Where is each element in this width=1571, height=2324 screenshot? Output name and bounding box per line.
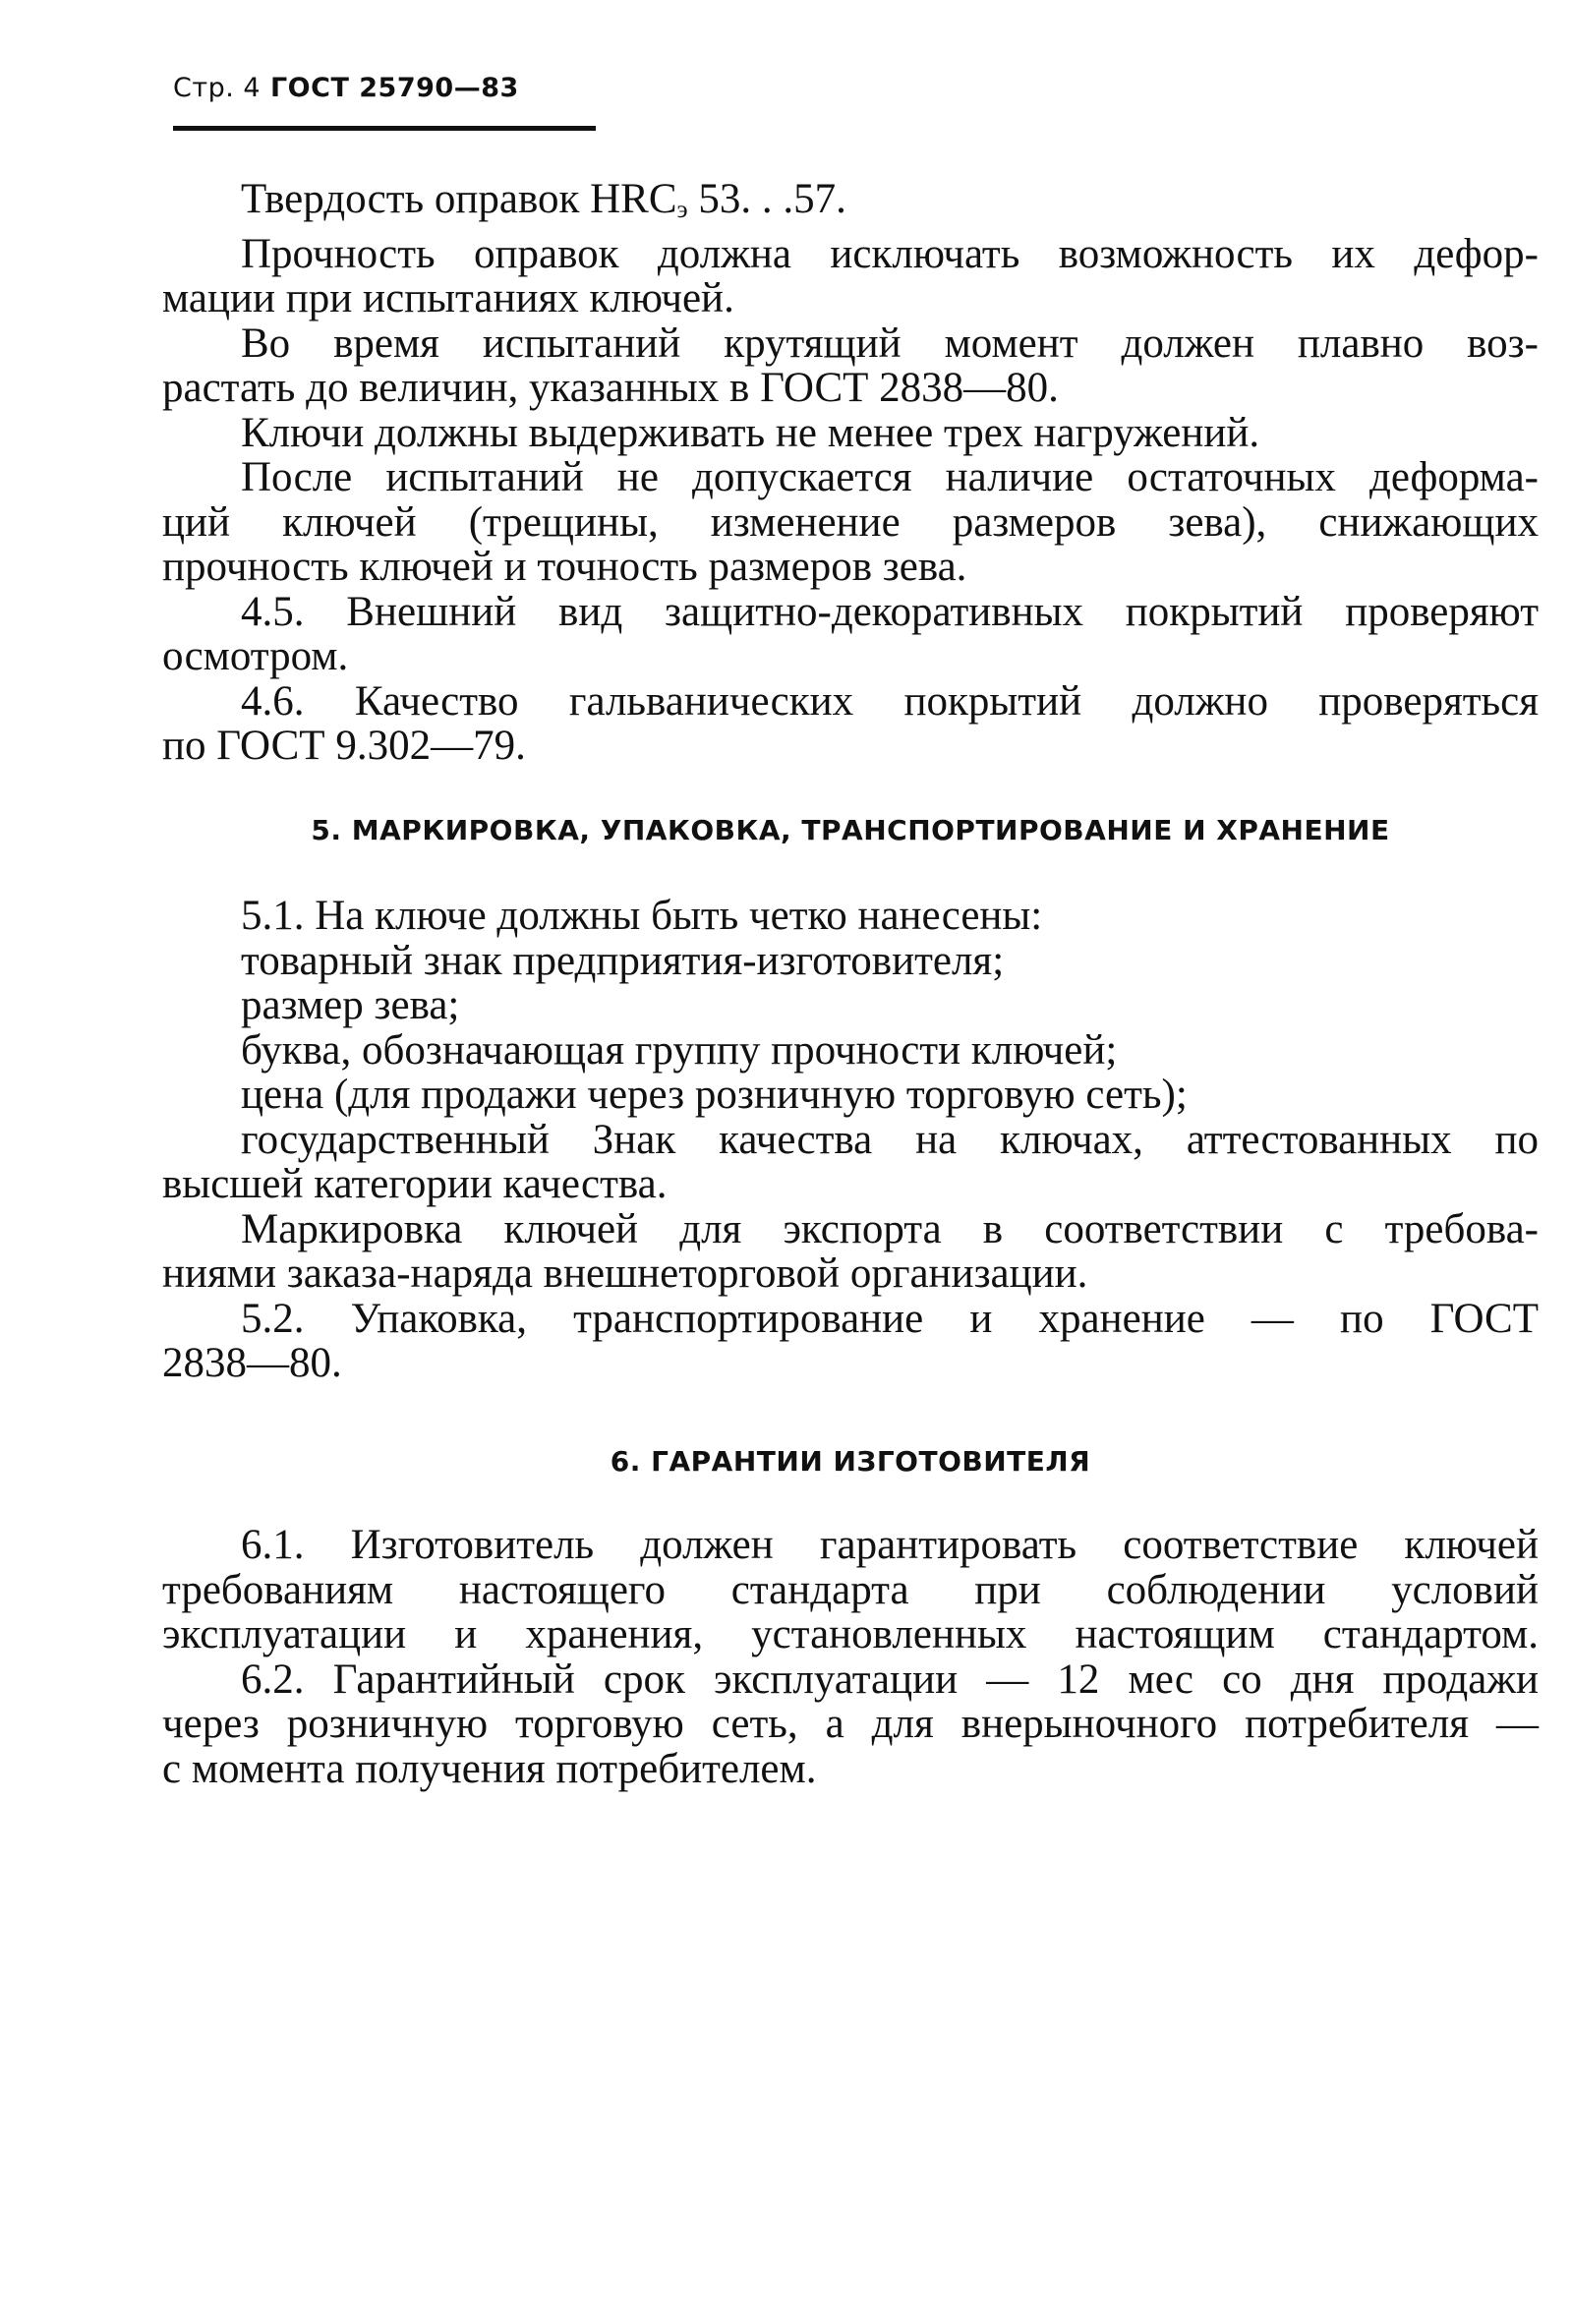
export-line-1: Маркировка ключей для экспорта в соответствии с требова- — [241, 1205, 1539, 1252]
loads-line: Ключи должны выдерживать не менее трех нагружений. — [241, 409, 1260, 456]
clause-4-6-line-1: 4.6. Качество гальванических покрытий должно проверяться — [241, 677, 1539, 725]
clause-4-5-line-1: 4.5. Внешний вид защитно-декоративных покрытий проверяют — [241, 588, 1539, 635]
hardness-text: Твердость оправок HRC — [241, 176, 677, 222]
marking-item-letter: буква, обозначающая группу прочности ключей; — [241, 1026, 1118, 1074]
marking-item-quality-line-1: государственный Знак качества на ключах, аттестованных по — [241, 1116, 1539, 1163]
hardness-line — [162, 177, 1539, 232]
hardness-subscript: э — [676, 195, 688, 224]
clause-5-1-line: 5.1. На ключе должны быть четко нанесены: — [241, 893, 1043, 940]
marking-item-size: размер зева; — [241, 982, 460, 1029]
clause-5-2-line-1: 5.2. Упаковка, транспортирование и хранение — по ГОСТ — [241, 1295, 1539, 1342]
hardness-value: 53. . .57. — [687, 176, 846, 222]
clause-5-2-line-2: 2838—80. — [162, 1340, 342, 1387]
after-tests-line-3: прочность ключей и точность размеров зева. — [162, 544, 967, 591]
page-number: Стр. 4 — [173, 73, 262, 103]
clause-6-2-line-1: 6.2. Гарантийный срок эксплуатации — 12 мес со дня продажи — [241, 1656, 1539, 1703]
strength-line-1: Прочность оправок должна исключать возможность их дефор- — [241, 230, 1539, 277]
marking-item-quality-line-2: высшей категории качества. — [162, 1161, 668, 1208]
marking-item-price: цена (для продажи через розничную торговую сеть); — [241, 1072, 1188, 1119]
marking-item-trademark: товарный знак предприятия-изготовителя; — [241, 937, 1005, 984]
section-6-heading: 6. ГАРАНТИИ ИЗГОТОВИТЕЛЯ — [610, 1444, 1091, 1478]
after-tests-line-1: После испытаний не допускается наличие остаточных деформа- — [241, 454, 1539, 501]
page-header — [173, 73, 519, 103]
torque-line-2: растать до величин, указанных в ГОСТ 2838—80. — [162, 365, 1059, 412]
clause-4-5-line-2: осмотром. — [162, 633, 349, 680]
clause-6-1-line-2: требованиям настоящего стандарта при соблюдении условий — [162, 1566, 1539, 1613]
clause-6-1-line-3: эксплуатации и хранения, установленных настоящим стандартом. — [162, 1611, 1539, 1658]
export-line-2: ниями заказа-наряда внешнеторговой организации. — [162, 1250, 1088, 1298]
torque-line-1: Во время испытаний крутящий момент должен плавно воз- — [241, 320, 1539, 367]
strength-line-2: мации при испытаниях ключей. — [162, 275, 734, 322]
clause-6-2-line-2: через розничную торговую сеть, а для внерыночного потребителя — — [162, 1701, 1539, 1748]
clause-6-1-line-1: 6.1. Изготовитель должен гарантировать соответствие ключей — [241, 1522, 1539, 1569]
clause-6-2-line-3: с момента получения потребителем. — [162, 1745, 817, 1792]
clause-4-6-line-2: по ГОСТ 9.302—79. — [162, 723, 526, 770]
section-5-heading: 5. МАРКИРОВКА, УПАКОВКА, ТРАНСПОРТИРОВАНИЕ И ХРАНЕНИЕ — [311, 813, 1390, 846]
after-tests-line-2: ций ключей (трещины, изменение размеров зева), снижающих — [162, 498, 1539, 546]
document-body — [162, 177, 1539, 1791]
header-rule — [173, 126, 596, 131]
document-code: ГОСТ 25790—83 — [269, 73, 519, 103]
